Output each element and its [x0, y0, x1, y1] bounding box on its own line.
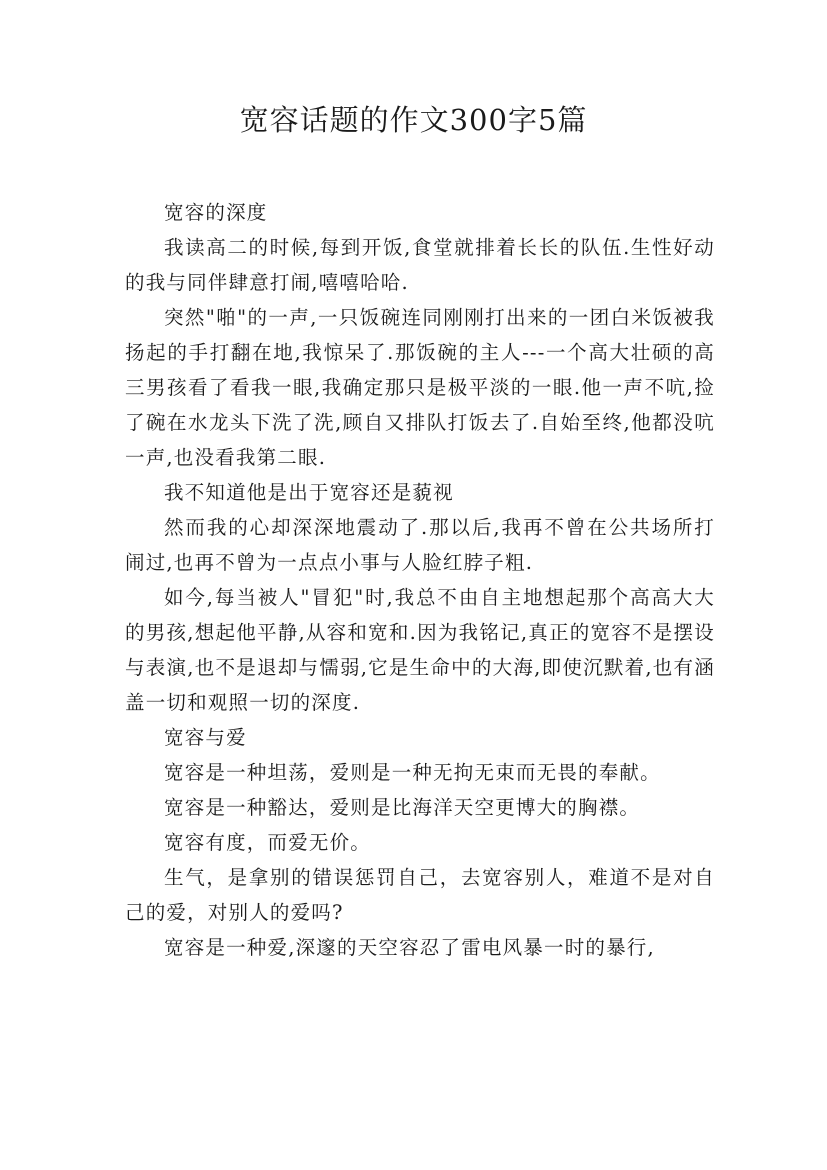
section-heading-depth: 宽容的深度: [164, 201, 268, 224]
section-heading-love: 宽容与爱: [164, 726, 247, 749]
paragraph: 如今,每当被人"冒犯"时,我总不由自主地想起那个高高大大的男孩,想起他平静,从容和宽和.因为我铭记,真正的宽容不是摆设与表演,也不是退却与懦弱,它是生命中的大海,即使沉默着,也有涵盖一切和观照一切的深度.: [125, 586, 715, 714]
paragraph: 然而我的心却深深地震动了.那以后,我再不曾在公共场所打闹过,也再不曾为一点点小事与人脸红脖子粗.: [125, 516, 715, 574]
paragraph: 我不知道他是出于宽容还是藐视: [164, 481, 454, 504]
paragraph: 宽容有度，而爱无价。: [164, 831, 372, 854]
paragraph: 生气，是拿别的错误惩罚自己，去宽容别人，难道不是对自己的爱，对别人的爱吗?: [125, 866, 715, 924]
document-title: 宽容话题的作文300字5篇: [239, 103, 588, 137]
paragraph: 宽容是一种爱,深邃的天空容忍了雷电风暴一时的暴行,: [164, 936, 655, 959]
document-body: [125, 195, 715, 965]
paragraph: 宽容是一种坦荡，爱则是一种无拘无束而无畏的奉献。: [164, 761, 661, 784]
paragraph: 我读高二的时候,每到开饭,食堂就排着长长的队伍.生性好动的我与同伴肆意打闹,嘻嘻哈哈.: [125, 236, 715, 294]
paragraph: 突然"啪"的一声,一只饭碗连同刚刚打出来的一团白米饭被我扬起的手打翻在地,我惊呆了.那饭碗的主人---一个高大壮硕的高三男孩看了看我一眼,我确定那只是极平淡的一眼.他一声不吭,捡了碗在水龙头下洗了洗,顾自又排队打饭去了.自始至终,他都没吭一声,也没看我第二眼.: [125, 306, 715, 469]
paragraph: 宽容是一种豁达，爱则是比海洋天空更博大的胸襟。: [164, 796, 641, 819]
